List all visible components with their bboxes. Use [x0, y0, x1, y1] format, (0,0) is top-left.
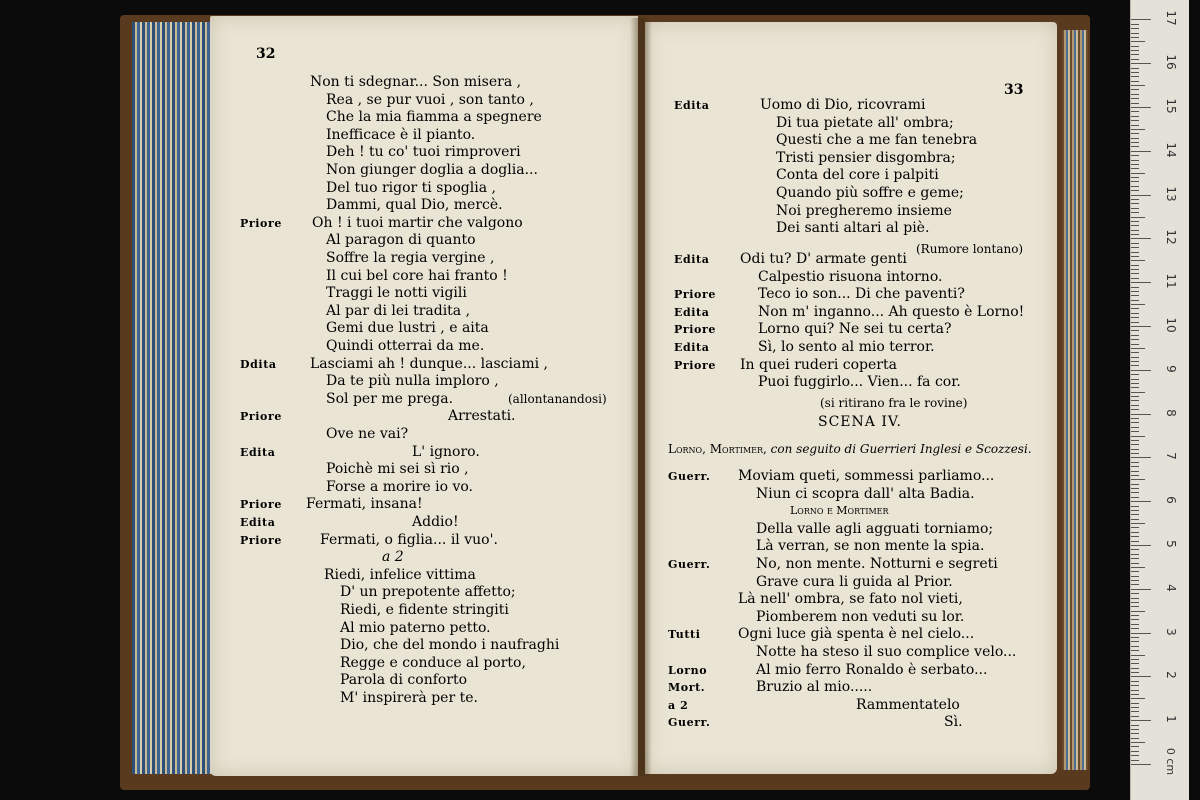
ruler-number: 3 — [1164, 627, 1178, 636]
verse-line: Il cui bel core hai franto ! — [326, 267, 508, 284]
ruler-tick — [1131, 352, 1139, 353]
ruler-tick — [1131, 357, 1139, 358]
ruler-tick — [1131, 133, 1139, 134]
verse-line: No, non mente. Notturni e segreti — [756, 556, 998, 572]
ruler-tick — [1131, 414, 1151, 415]
ruler-unit: 0 cm — [1164, 747, 1178, 776]
speaker-label: Edita — [674, 99, 710, 112]
ruler-number: 16 — [1164, 54, 1178, 70]
verse-line: Gemi due lustri , e aita — [326, 320, 489, 337]
ruler-tick — [1131, 536, 1139, 537]
verse-line: Riedi, infelice vittima — [324, 566, 476, 583]
speaker-label: Guerr. — [668, 716, 711, 730]
ruler-tick — [1131, 580, 1139, 581]
ruler-tick — [1131, 326, 1151, 327]
ruler-tick — [1131, 422, 1139, 423]
ruler-number: 13 — [1164, 185, 1178, 202]
ruler-tick — [1131, 479, 1145, 480]
ruler-tick — [1131, 335, 1139, 336]
ruler-tick — [1131, 164, 1139, 165]
ruler-tick — [1131, 444, 1139, 445]
ruler-tick — [1131, 729, 1139, 730]
ruler-tick — [1131, 374, 1139, 375]
ruler-tick — [1131, 624, 1139, 625]
speaker-label: Mort. — [668, 681, 706, 695]
ruler-tick — [1131, 322, 1139, 323]
scene-cast — [668, 442, 1032, 456]
ruler-tick — [1131, 615, 1139, 616]
ruler-tick — [1131, 760, 1139, 761]
ruler-tick — [1131, 563, 1139, 564]
ruler-tick — [1131, 405, 1139, 406]
speaker-label: Priore — [674, 323, 716, 337]
ruler-tick — [1131, 72, 1139, 73]
speaker-label: Tutti — [668, 628, 701, 642]
ruler-tick — [1131, 725, 1139, 726]
scene-heading: SCENA IV. — [818, 414, 902, 430]
verse-line: Riedi, e fidente stringiti — [340, 602, 509, 618]
ruler-tick — [1131, 484, 1139, 485]
ruler-tick — [1131, 703, 1139, 704]
ruler-number: 4 — [1164, 583, 1178, 592]
speaker-label: Guerr. — [668, 558, 711, 571]
ruler-tick — [1131, 593, 1139, 594]
speaker-label: Priore — [674, 358, 716, 372]
ruler-tick — [1131, 190, 1139, 191]
ruler-tick — [1131, 698, 1145, 699]
verse-line: Oh ! i tuoi martir che valgono — [312, 214, 523, 231]
ruler-tick — [1131, 256, 1139, 257]
ruler-tick — [1131, 238, 1151, 239]
ruler-tick — [1131, 440, 1139, 441]
verse-line: Che la mia fiamma a spegnere — [326, 109, 542, 126]
ruler-tick — [1131, 19, 1151, 20]
verse-line: Dammi, qual Dio, mercè. — [326, 197, 503, 214]
verse-line: Piomberem non veduti su lor. — [756, 608, 965, 625]
ruler-tick — [1131, 68, 1139, 69]
verse-line: Parola di conforto — [340, 672, 468, 689]
ruler-tick — [1131, 641, 1139, 642]
ruler-tick — [1131, 619, 1139, 620]
ruler-tick — [1131, 107, 1151, 108]
verse-line: In quei ruderi coperta — [740, 356, 897, 373]
ruler-tick — [1131, 195, 1151, 196]
ruler-tick — [1131, 33, 1139, 34]
ruler-tick — [1131, 243, 1139, 244]
ruler-tick — [1131, 370, 1151, 371]
ruler-tick — [1131, 567, 1145, 568]
ruler-tick — [1131, 287, 1139, 288]
ruler-tick — [1131, 186, 1139, 187]
ruler-number: 11 — [1164, 273, 1178, 289]
ruler-tick — [1131, 28, 1139, 29]
ruler-tick — [1131, 532, 1139, 533]
ruler-tick — [1131, 181, 1139, 182]
ruler-tick — [1131, 453, 1139, 454]
verse-line: Traggi le notti vigili — [326, 285, 467, 302]
ruler-tick — [1131, 85, 1145, 86]
verse-line: Ove ne vai? — [326, 426, 409, 442]
measurement-ruler — [1130, 0, 1189, 800]
ruler-tick — [1131, 738, 1139, 739]
verse-line: Calpestio risuona intorno. — [758, 268, 943, 285]
ruler-tick — [1131, 492, 1139, 493]
ruler-tick — [1131, 506, 1139, 507]
ruler-tick — [1131, 103, 1139, 104]
verse-line: Forse a morire io vo. — [326, 478, 473, 495]
ruler-tick — [1131, 650, 1139, 651]
ruler-tick — [1131, 541, 1139, 542]
verse-line: Noi pregheremo insieme — [776, 202, 952, 219]
verse-line: Addio! — [412, 514, 459, 530]
ruler-tick — [1131, 295, 1139, 296]
ruler-tick — [1131, 471, 1139, 472]
ruler-tick — [1131, 501, 1151, 502]
ruler-tick — [1131, 234, 1139, 235]
verse-line: Teco io son... Di che paventi? — [758, 286, 965, 303]
page-edges-right — [1062, 30, 1088, 770]
ruler-tick — [1131, 116, 1139, 117]
ruler-tick — [1131, 746, 1139, 747]
ruler-tick — [1131, 76, 1139, 77]
speaker-label: Priore — [240, 216, 282, 230]
ruler-tick — [1131, 265, 1139, 266]
verse-line: Questi che a me fan tenebra — [776, 132, 978, 149]
ruler-number: 7 — [1164, 452, 1178, 461]
ruler-tick — [1131, 523, 1145, 524]
ruler-tick — [1131, 383, 1139, 384]
ruler-tick — [1131, 488, 1139, 489]
cast-description: con seguito di Guerrieri Inglesi e Scozzesi. — [770, 442, 1032, 456]
ruler-tick — [1131, 549, 1139, 550]
ruler-tick — [1131, 208, 1139, 209]
ruler-tick — [1131, 400, 1139, 401]
ruler-tick — [1131, 41, 1145, 42]
ruler-tick — [1131, 514, 1139, 515]
ruler-tick — [1131, 260, 1145, 261]
verse-line: Grave cura li guida al Prior. — [756, 573, 953, 590]
verse-line: Puoi fuggirlo... Vien... fa cor. — [758, 374, 961, 391]
ruler-number: 14 — [1164, 142, 1178, 158]
ruler-tick — [1131, 628, 1139, 629]
ruler-tick — [1131, 519, 1139, 520]
verse-line: Là nell' ombra, se fato nol vieti, — [738, 591, 963, 608]
ruler-tick — [1131, 59, 1139, 60]
ruler-tick — [1131, 269, 1139, 270]
verse-line: Lorno e Mortimer — [790, 504, 889, 518]
verse-line: Conta del core i palpiti — [776, 167, 939, 184]
ruler-tick — [1131, 418, 1139, 419]
ruler-tick — [1131, 663, 1139, 664]
ruler-tick — [1131, 527, 1139, 528]
verse-line: Del tuo rigor ti spoglia , — [326, 179, 496, 196]
verse-line: Soffre la regia vergine , — [326, 250, 495, 266]
ruler-tick — [1131, 711, 1139, 712]
ruler-tick — [1131, 751, 1139, 752]
verse-line: Dei santi altari al piè. — [776, 220, 930, 237]
verse-line: Non m' inganno... Ah questo è Lorno! — [758, 303, 1025, 320]
ruler-tick — [1131, 273, 1139, 274]
verse-line: Uomo di Dio, ricovrami — [760, 97, 926, 113]
ruler-tick — [1131, 681, 1139, 682]
stage-direction-allontanandosi: (allontanandosi) — [508, 392, 607, 406]
ruler-tick — [1131, 558, 1139, 559]
ruler-tick — [1131, 690, 1139, 691]
ruler-tick — [1131, 497, 1139, 498]
ruler-tick — [1131, 387, 1139, 388]
ruler-tick — [1131, 462, 1139, 463]
verse-line: Di tua pietate all' ombra; — [776, 114, 954, 131]
ruler-tick — [1131, 668, 1139, 669]
verse-line: Sì. — [944, 714, 963, 731]
ruler-tick — [1131, 177, 1139, 178]
ruler-tick — [1131, 46, 1139, 47]
ruler-number: 17 — [1164, 10, 1178, 27]
ruler-tick — [1131, 225, 1139, 226]
verse-line: Lasciami ah ! dunque... lasciami , — [310, 355, 548, 372]
ruler-tick — [1131, 63, 1151, 64]
ruler-tick — [1131, 89, 1139, 90]
ruler-tick — [1131, 37, 1139, 38]
ruler-number: 5 — [1164, 540, 1178, 548]
speaker-label: Lorno — [668, 663, 708, 677]
speaker-label: Edita — [240, 445, 276, 459]
ruler-tick — [1131, 611, 1145, 612]
ruler-tick — [1131, 291, 1139, 292]
ruler-tick — [1131, 138, 1139, 139]
ruler-tick — [1131, 466, 1139, 467]
ruler-tick — [1131, 409, 1139, 410]
page-edges-left — [132, 22, 214, 774]
ruler-tick — [1131, 308, 1139, 309]
speaker-label: Edita — [674, 253, 710, 266]
ruler-tick — [1131, 598, 1139, 599]
verse-line: Non giunger doglia a doglia... — [326, 162, 538, 178]
ruler-number: 10 — [1164, 317, 1178, 333]
ruler-tick — [1131, 361, 1139, 362]
ruler-number: 1 — [1164, 715, 1178, 723]
ruler-tick — [1131, 155, 1139, 156]
ruler-tick — [1131, 304, 1145, 305]
ruler-tick — [1131, 379, 1139, 380]
ruler-tick — [1131, 716, 1139, 717]
ruler-tick — [1131, 24, 1139, 25]
verse-line: Deh ! tu co' tuoi rimproveri — [326, 144, 521, 161]
ruler-tick — [1131, 94, 1139, 95]
ruler-tick — [1131, 694, 1139, 695]
verse-line: Odi tu? D' armate genti — [740, 251, 907, 267]
ruler-tick — [1131, 606, 1139, 607]
verse-line: Sol per me prega. — [326, 390, 454, 407]
speaker-label: Priore — [240, 533, 282, 547]
ruler-tick — [1131, 247, 1139, 248]
ruler-tick — [1131, 313, 1139, 314]
verse-line: Notte ha steso il suo complice velo... — [756, 644, 1017, 660]
ruler-tick — [1131, 168, 1139, 169]
ruler-tick — [1131, 199, 1139, 200]
ruler-tick — [1131, 151, 1151, 152]
verse-line: Niun ci scopra dall' alta Badia. — [756, 485, 975, 502]
speaker-label: Priore — [240, 410, 282, 424]
verse-line: Poichè mi sei sì rio , — [326, 461, 469, 478]
speaker-label: Guerr. — [668, 470, 711, 483]
verse-line: Dio, che del mondo i naufraghi — [340, 637, 560, 654]
verse-line: Fermati, insana! — [306, 496, 423, 513]
ruler-number: 12 — [1164, 229, 1178, 246]
ruler-number: 9 — [1164, 364, 1178, 373]
ruler-tick — [1131, 672, 1139, 673]
ruler-tick — [1131, 545, 1151, 546]
book-gutter — [630, 18, 652, 776]
stage-direction-ritirano: (si ritirano fra le rovine) — [820, 396, 968, 410]
ruler-tick — [1131, 129, 1145, 130]
ruler-tick — [1131, 344, 1139, 345]
ruler-tick — [1131, 554, 1139, 555]
ruler-tick — [1131, 142, 1139, 143]
ruler-tick — [1131, 633, 1151, 634]
ruler-tick — [1131, 221, 1139, 222]
verse-line: Arrestati. — [448, 408, 516, 425]
ruler-tick — [1131, 475, 1139, 476]
verse-line: Quindi otterrai da me. — [326, 338, 485, 354]
ruler-tick — [1131, 589, 1151, 590]
ruler-tick — [1131, 676, 1151, 677]
ruler-tick — [1131, 212, 1139, 213]
speaker-label: Edita — [240, 516, 276, 529]
verse-line: Quando più soffre e geme; — [776, 185, 964, 201]
ruler-tick — [1131, 330, 1139, 331]
verse-line: Tristi pensier disgombra; — [776, 149, 956, 166]
ruler-tick — [1131, 282, 1151, 283]
ruler-tick — [1131, 120, 1139, 121]
ruler-tick — [1131, 646, 1139, 647]
ruler-tick — [1131, 203, 1139, 204]
ruler-tick — [1131, 427, 1139, 428]
verse-line: Regge e conduce al porto, — [340, 654, 526, 671]
ruler-tick — [1131, 720, 1151, 721]
verse-line: Rammentatelo — [856, 696, 960, 713]
verse-line: Da te più nulla imploro , — [326, 373, 499, 390]
ruler-tick — [1131, 733, 1139, 734]
ruler-tick — [1131, 160, 1139, 161]
ruler-number: 6 — [1164, 496, 1178, 504]
ruler-tick — [1131, 125, 1139, 126]
ruler-tick — [1131, 111, 1139, 112]
verse-line: Al mio paterno petto. — [340, 619, 491, 636]
verse-line: Non ti sdegnar... Son misera , — [310, 74, 522, 90]
verse-line: Fermati, o figlia... il vuo'. — [320, 531, 498, 548]
ruler-tick — [1131, 317, 1139, 318]
verse-line: Moviam queti, sommessi parliamo... — [738, 468, 995, 484]
speaker-label: Priore — [240, 498, 282, 512]
ruler-number: 15 — [1164, 98, 1178, 114]
ruler-tick — [1131, 98, 1139, 99]
ruler-tick — [1131, 755, 1139, 756]
ruler-tick — [1131, 365, 1139, 366]
ruler-tick — [1131, 637, 1139, 638]
verse-line: Sì, lo sento al mio terror. — [758, 339, 935, 355]
ruler-tick — [1131, 252, 1139, 253]
ruler-tick — [1131, 348, 1145, 349]
ruler-tick — [1131, 685, 1139, 686]
verse-line: Bruzio al mio..... — [756, 679, 873, 696]
verse-line: L' ignoro. — [412, 443, 480, 460]
ruler-tick — [1131, 659, 1139, 660]
ruler-tick — [1131, 431, 1139, 432]
verse-line: D' un prepotente affetto; — [340, 584, 516, 601]
ruler-tick — [1131, 707, 1139, 708]
ruler-tick — [1131, 146, 1139, 147]
ruler-tick — [1131, 217, 1145, 218]
ruler-tick — [1131, 571, 1139, 572]
verse-line: Ogni luce già spenta è nel cielo... — [738, 626, 975, 643]
ruler-number: 8 — [1164, 408, 1178, 417]
verse-line: Rea , se pur vuoi , son tanto , — [326, 91, 534, 108]
cast-names: Lorno, Mortimer, — [668, 442, 767, 456]
ruler-tick — [1131, 742, 1145, 743]
ruler-tick — [1131, 300, 1139, 301]
speaker-label: a 2 — [668, 698, 689, 712]
ruler-tick — [1131, 392, 1145, 393]
ruler-tick — [1131, 655, 1145, 656]
verse-line: a 2 — [382, 549, 404, 566]
speaker-label: Ddita — [240, 357, 277, 371]
ruler-tick — [1131, 510, 1139, 511]
ruler-tick — [1131, 396, 1139, 397]
ruler-number: 2 — [1164, 671, 1178, 680]
verse-line: M' inspirerà per te. — [340, 690, 478, 706]
verse-line: Al par di lei tradita , — [326, 302, 471, 319]
verse-line: Lorno qui? Ne sei tu certa? — [758, 321, 952, 338]
ruler-tick — [1131, 764, 1151, 765]
ruler-tick — [1131, 602, 1139, 603]
ruler-tick — [1131, 457, 1151, 458]
verse-line: Della valle agli agguati torniamo; — [756, 520, 994, 537]
speaker-label: Edita — [674, 305, 710, 319]
ruler-tick — [1131, 584, 1139, 585]
ruler-tick — [1131, 449, 1139, 450]
verse-line: Al paragon di quanto — [326, 232, 476, 249]
ruler-tick — [1131, 173, 1145, 174]
ruler-tick — [1131, 50, 1139, 51]
verse-line: Al mio ferro Ronaldo è serbato... — [756, 661, 988, 678]
ruler-tick — [1131, 436, 1145, 437]
left-page-number: 32 — [256, 46, 276, 62]
stage-direction-rumore: (Rumore lontano) — [916, 242, 1024, 256]
ruler-tick — [1131, 576, 1139, 577]
speaker-label: Priore — [674, 288, 716, 302]
ruler-tick — [1131, 230, 1139, 231]
ruler-tick — [1131, 54, 1139, 55]
ruler-tick — [1131, 339, 1139, 340]
right-page-number: 33 — [1004, 82, 1024, 98]
speaker-label: Edita — [674, 341, 710, 354]
ruler-tick — [1131, 278, 1139, 279]
verse-line: Là verran, se non mente la spia. — [756, 538, 985, 555]
ruler-tick — [1131, 81, 1139, 82]
verse-line: Inefficace è il pianto. — [326, 126, 476, 143]
